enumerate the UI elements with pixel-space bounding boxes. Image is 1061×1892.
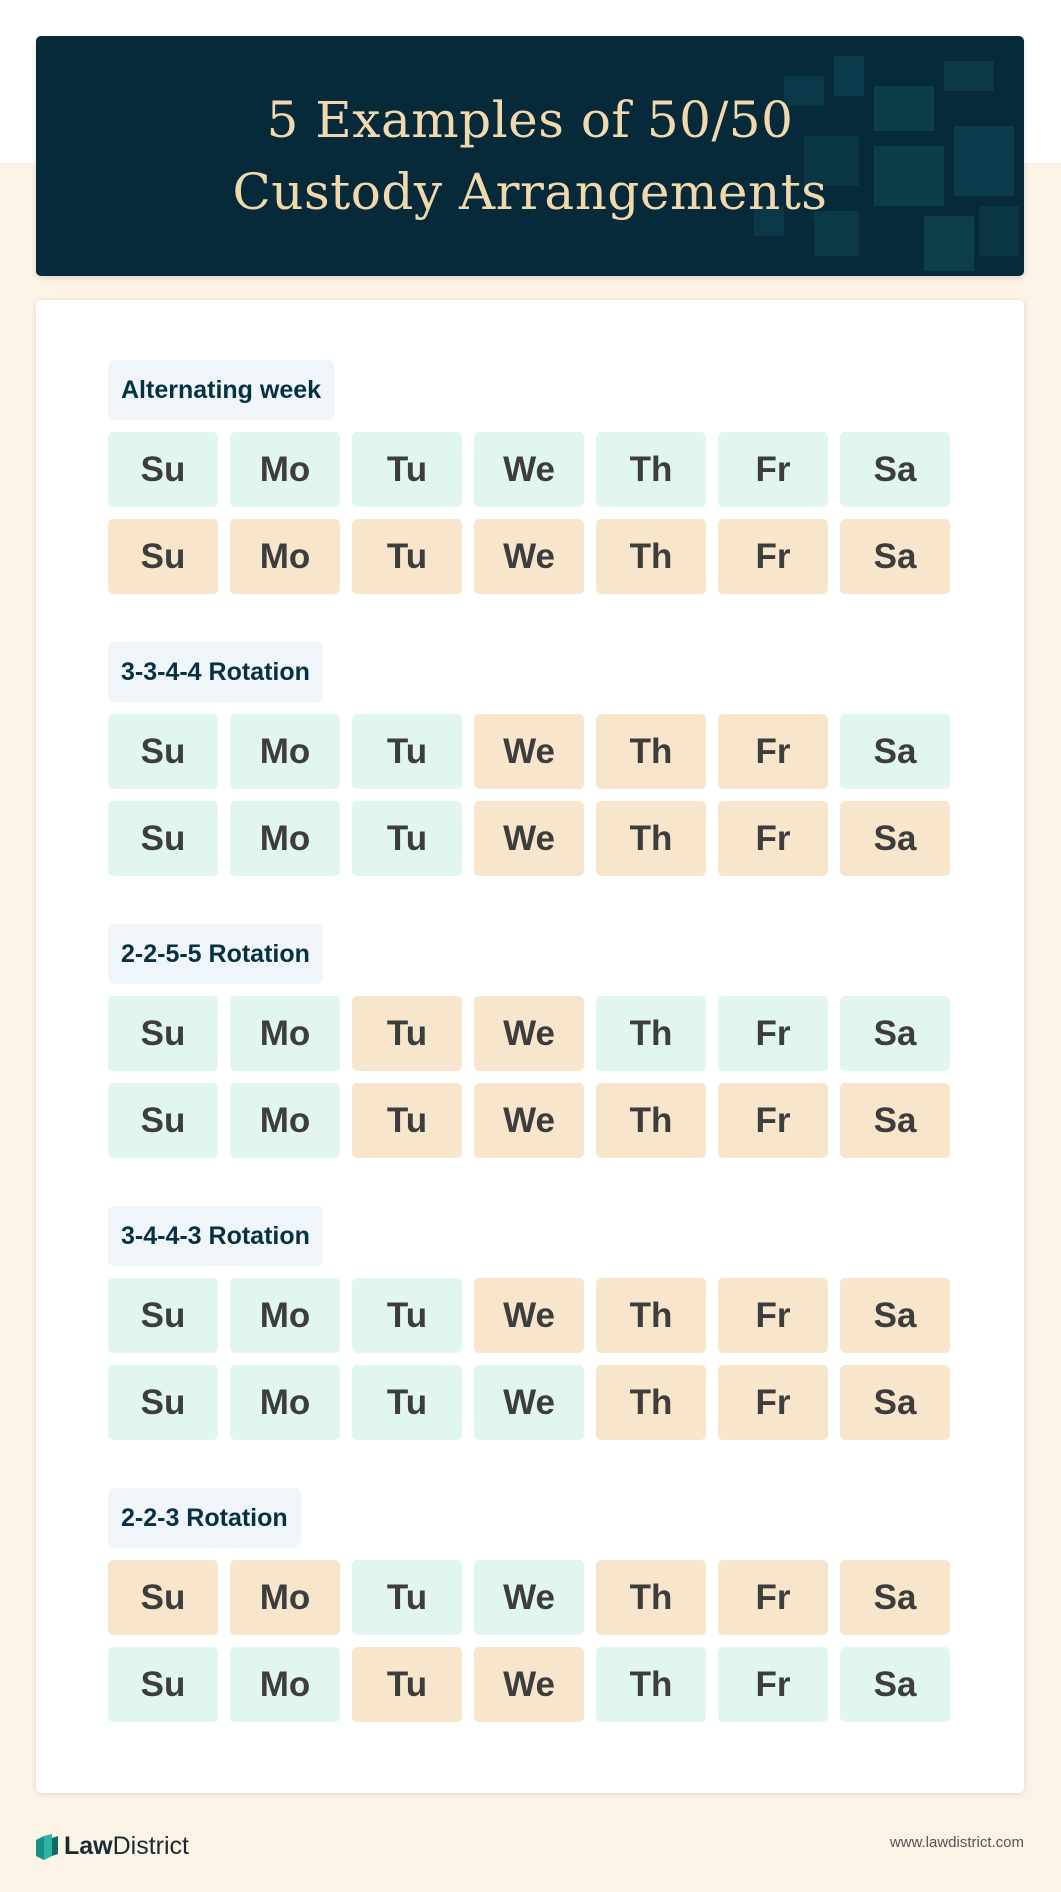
day-cell: Sa [840, 519, 950, 594]
week-row [108, 714, 952, 789]
day-cell: Su [108, 996, 218, 1071]
day-cell: Tu [352, 432, 462, 507]
schedule-section [108, 1206, 952, 1440]
day-cell: Fr [718, 996, 828, 1071]
day-cell: We [474, 1278, 584, 1353]
day-cell: Th [596, 1647, 706, 1722]
day-cell: Sa [840, 1647, 950, 1722]
day-cell: Mo [230, 1365, 340, 1440]
lawdistrict-logo[interactable] [36, 1832, 189, 1861]
day-cell: Sa [840, 996, 950, 1071]
day-cell: Fr [718, 1278, 828, 1353]
week-row [108, 432, 952, 507]
day-cell: We [474, 996, 584, 1071]
day-cell: Mo [230, 801, 340, 876]
schedule-label: 3-4-4-3 Rotation [108, 1206, 323, 1266]
week-row [108, 519, 952, 594]
day-cell: We [474, 1365, 584, 1440]
week-row [108, 801, 952, 876]
day-cell: Tu [352, 1365, 462, 1440]
day-cell: We [474, 1647, 584, 1722]
day-cell: Su [108, 1560, 218, 1635]
week-row [108, 1647, 952, 1722]
day-cell: Tu [352, 801, 462, 876]
day-cell: Fr [718, 432, 828, 507]
schedule-section [108, 360, 952, 594]
week-row [108, 1278, 952, 1353]
day-cell: Mo [230, 996, 340, 1071]
page-title [36, 36, 1024, 276]
day-cell: We [474, 714, 584, 789]
day-cell: Th [596, 1278, 706, 1353]
day-cell: Th [596, 519, 706, 594]
title-line-2: Custody Arrangements [232, 163, 828, 221]
day-cell: Su [108, 1365, 218, 1440]
day-cell: Sa [840, 1560, 950, 1635]
schedules-card [36, 300, 1024, 1793]
day-cell: Sa [840, 432, 950, 507]
day-cell: Mo [230, 714, 340, 789]
header-banner [36, 36, 1024, 276]
day-cell: Fr [718, 1647, 828, 1722]
day-cell: Th [596, 996, 706, 1071]
day-cell: Fr [718, 519, 828, 594]
day-cell: Tu [352, 996, 462, 1071]
website-url[interactable]: www.lawdistrict.com [889, 1834, 1024, 1851]
footer [36, 1826, 1024, 1862]
logo-text-regular: District [112, 1832, 190, 1860]
day-cell: Su [108, 801, 218, 876]
schedule-label: 3-3-4-4 Rotation [108, 642, 323, 702]
day-cell: We [474, 432, 584, 507]
day-cell: Su [108, 714, 218, 789]
day-cell: Tu [352, 1647, 462, 1722]
week-row [108, 1083, 952, 1158]
day-cell: Sa [840, 1365, 950, 1440]
logo-text-bold: Law [64, 1832, 113, 1860]
day-cell: Su [108, 1083, 218, 1158]
schedule-label: 2-2-3 Rotation [108, 1488, 301, 1548]
day-cell: Mo [230, 432, 340, 507]
day-cell: Fr [718, 714, 828, 789]
day-cell: We [474, 519, 584, 594]
schedule-section [108, 924, 952, 1158]
day-cell: Th [596, 1560, 706, 1635]
day-cell: We [474, 1560, 584, 1635]
day-cell: Mo [230, 519, 340, 594]
day-cell: Tu [352, 1083, 462, 1158]
day-cell: Tu [352, 1278, 462, 1353]
day-cell: Sa [840, 801, 950, 876]
day-cell: Fr [718, 1560, 828, 1635]
schedule-section [108, 1488, 952, 1722]
day-cell: Mo [230, 1560, 340, 1635]
day-cell: Mo [230, 1647, 340, 1722]
schedule-label: 2-2-5-5 Rotation [108, 924, 323, 984]
day-cell: We [474, 1083, 584, 1158]
day-cell: Su [108, 1647, 218, 1722]
day-cell: Fr [718, 1083, 828, 1158]
day-cell: Tu [352, 714, 462, 789]
day-cell: Tu [352, 519, 462, 594]
day-cell: Fr [718, 1365, 828, 1440]
day-cell: Th [596, 1083, 706, 1158]
day-cell: Th [596, 801, 706, 876]
week-row [108, 996, 952, 1071]
day-cell: Th [596, 1365, 706, 1440]
day-cell: Th [596, 714, 706, 789]
day-cell: Mo [230, 1083, 340, 1158]
day-cell: Sa [840, 714, 950, 789]
title-line-1: 5 Examples of 50/50 [266, 91, 794, 149]
schedule-section [108, 642, 952, 876]
day-cell: Su [108, 432, 218, 507]
logo-text [64, 1832, 189, 1861]
day-cell: Th [596, 432, 706, 507]
day-cell: Fr [718, 801, 828, 876]
lawdistrict-logo-icon [36, 1834, 58, 1860]
day-cell: Su [108, 519, 218, 594]
day-cell: Sa [840, 1278, 950, 1353]
day-cell: Sa [840, 1083, 950, 1158]
day-cell: Su [108, 1278, 218, 1353]
schedule-label: Alternating week [108, 360, 334, 420]
week-row [108, 1365, 952, 1440]
day-cell: We [474, 801, 584, 876]
day-cell: Tu [352, 1560, 462, 1635]
week-row [108, 1560, 952, 1635]
day-cell: Mo [230, 1278, 340, 1353]
